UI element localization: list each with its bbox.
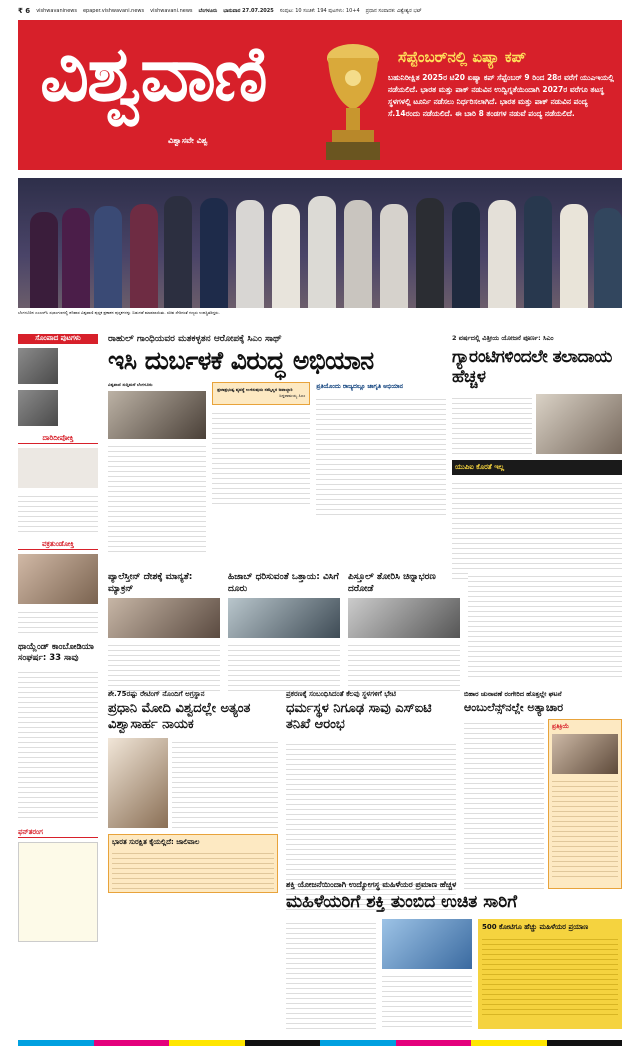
mid-photo-1 <box>108 598 220 638</box>
right-intro <box>452 394 532 454</box>
epaper-link[interactable]: epaper.vishwavani.news <box>82 8 145 14</box>
bihar-body <box>464 719 544 889</box>
bihar-side-box <box>548 719 622 889</box>
right-body <box>452 479 622 579</box>
right-photo <box>536 394 622 454</box>
social-handle[interactable]: vishwavaninews <box>36 8 77 14</box>
right-box-title: ಯುಪಿಐ ಕೊರತೆ ಇಲ್ಲ <box>455 462 505 471</box>
mid-headline-2: ಹಿಜಾಬ್ ಧರಿಸುವಂತೆ ಒತ್ತಾಯ: ವಿಸಿಗೆ ದೂರು <box>228 572 339 594</box>
lead-body <box>108 442 206 552</box>
modi-box-title: ಭಾರತ ಸುರಕ್ಷಿತ ಕೈಯಲ್ಲಿದೆ: ಜಾಲಿವಾಲ <box>112 837 200 846</box>
lead-byline: ವಿಶ್ವವಾಣಿ ಸುದ್ದಿಮನೆ ಬೆಂಗಳೂರು <box>108 382 153 387</box>
print-color-bar <box>18 1040 622 1046</box>
shakti-box-body <box>482 935 618 1015</box>
mid-body-2 <box>228 641 340 691</box>
lead-quote-box <box>212 382 310 405</box>
quote-text-block <box>18 492 98 532</box>
left-column <box>18 334 98 942</box>
date-label: ಭಾನುವಾರ 27.07.2025 <box>223 8 274 14</box>
photo-caption: ಬೆಂಗಳೂರಿನ ಎಂಎಲ್‌ಸಿ ಸಭಾಂಗಣದಲ್ಲಿ ಶನಿವಾರ ವಿಶ್ವವಾಣಿ ಪುಸ್ತಕ ಪ್ರಕಾಶನ ಪುಸ್ತಕಗಳನ್ನು ಬಿಡುಗಡೆ ಮಾಡಲಾಯಿತು. ಸಚಿವ ಸೇರಿದಂತೆ ಗಣ್ಯರು ಉಪಸ್ಥಿತರಿದ್ದರು. <box>18 310 220 315</box>
shakti-headline: ಮಹಿಳೆಯರಿಗೆ ಶಕ್ತಿ ತುಂಬಿದ ಉಚಿತ ಸಾರಿಗೆ <box>286 892 518 912</box>
banner-body: ಬಹುನಿರೀಕ್ಷಿತ 2025ರ ಟಿ20 ಏಷ್ಯಾ ಕಪ್ ಸೆಪ್ಟೆಂಬರ್ 9 ರಿಂದ 28ರ ವರೆಗೆ ಯುಎಇಯಲ್ಲಿ ನಡೆಯಲಿದೆ. ಭಾರತ ಮತ್ತು ಪಾಕ್ ನಡುವಿನ ಉದ್ವಿಗ್ನತೆಯಿಂದಾಗಿ 2027ರ ವರೆಗೂ ತಟಸ್ಥ ಸ್ಥಳಗಳಲ್ಲಿ ಟೂರ್ನಿ ನಡೆಸಲು ನಿರ್ಧರಿಸಲಾಗಿದೆ. ಭಾರತ ಮತ್ತು ಪಾಕ್ ನಡುವಿನ ಪಂದ್ಯ ಸೆ.14ರಂದು ನಡೆಯಲಿದೆ. ಈ ಬಾರಿ 8 ತಂಡಗಳ ನಡುವೆ ಪಂದ್ಯ ನಡೆಯಲಿದೆ. <box>388 73 614 118</box>
lead-kicker: ರಾಹುಲ್ ಗಾಂಧಿಯವರ ಮತಕಳ್ಳತನ ಆರೋಪಕ್ಕೆ ಸಿಎಂ ಸಾಥ್ <box>108 334 282 344</box>
shakti-story <box>286 880 622 1029</box>
vakra-text <box>18 608 98 634</box>
editor-label: ಪ್ರಧಾನ ಸಂಪಾದಕ: ವಿಶ್ವೇಶ್ವರ ಭಟ್ <box>365 8 422 14</box>
bihar-side-photo <box>552 734 618 774</box>
top-bar <box>18 4 622 18</box>
banner-headline: ಸೆಪ್ಟೆಂಬರ್‌ನಲ್ಲಿ ಏಷ್ಯಾ ಕಪ್ <box>398 48 527 66</box>
city-label: ಬೆಂಗಳೂರು <box>198 8 218 14</box>
bihar-kicker: ಬಿಹಾರ ಚುನಾವಣೆ ರಂಗೇರಿದ ಹೊತ್ತಲ್ಲೇ ಘಟನೆ <box>464 690 562 698</box>
shakti-kicker: ಶಕ್ತಿ ಯೋಜನೆಯಿಂದಾಗಿ ಉದ್ಯೋಗಸ್ಥ ಮಹಿಳೆಯರ ಪ್ರಮಾಣ ಹೆಚ್ಚಳ <box>286 880 457 889</box>
lead-body-2 <box>212 409 310 505</box>
bihar-side-body <box>552 777 618 877</box>
bihar-side-title: ಪ್ರತಿಕ್ರಿಯೆ <box>552 722 570 730</box>
modi-kicker: ಶೇ.75ರಷ್ಟು ರೇಟಿಂಗ್ ನೊಂದಿಗೆ ಅಗ್ರಸ್ಥಾನ <box>108 690 205 698</box>
shakti-body <box>286 919 376 1029</box>
page-number: ₹ 6 <box>18 7 31 15</box>
mid-right-body <box>468 572 622 680</box>
lead-quote-author: ಸಿದ್ದರಾಮಯ್ಯ ಸಿಎಂ <box>279 393 306 399</box>
modi-box-body <box>112 849 274 889</box>
lead-story <box>108 334 446 552</box>
bihar-headline: ಆಂಬುಲೆನ್ಸ್‌ನಲ್ಲೇ ಅತ್ಯಾಚಾರ <box>464 701 564 714</box>
edition-label: ಸಂಪುಟ: 10 ಸಂಚಿಕೆ: 194 ಪುಟಗಳು: 10+4 <box>279 8 360 14</box>
mid-headline-3: ಪಿಸ್ತೂಲ್ ತೋರಿಸಿ ಚಿನ್ನಾಭರಣ ದರೋಡೆ <box>348 572 436 594</box>
vakra-image <box>18 554 98 604</box>
lead-body-3 <box>316 395 446 515</box>
mid-body-3 <box>348 641 460 691</box>
left-story-text <box>18 668 98 818</box>
shakti-photo <box>382 919 472 969</box>
mid-photo-3 <box>348 598 460 638</box>
masthead <box>18 20 622 170</box>
section-title-vakratundokti: ವಕ್ರತುಂಡೋಕ್ತಿ <box>18 540 98 550</box>
right-headline: ಗ್ಯಾರಂಟಿಗಳಿಂದಲೇ ತಲಾದಾಯ ಹೆಚ್ಚಳ <box>452 347 612 388</box>
left-headline: ಥಾಯ್ಲೆಂಡ್ ಕಾಂಬೋಡಿಯಾ ಸಂಘರ್ಷ: 33 ಸಾವು <box>18 642 94 664</box>
modi-photo <box>108 738 168 828</box>
right-lead <box>452 334 622 579</box>
mid-body-1 <box>108 641 220 691</box>
placeholder-icon <box>18 448 98 488</box>
modi-story <box>108 690 278 893</box>
shakti-box-title: 500 ಕೋಟಿಗೂ ಹೆಚ್ಚು ಮಹಿಳೆಯರ ಪ್ರಯಾಣ <box>482 923 589 932</box>
shakti-body-2 <box>382 972 472 1028</box>
lead-headline: ಇಸಿ ದುರ್ಬಳಕೆ ವಿರುದ್ಧ ಅಭಿಯಾನ <box>108 346 374 375</box>
right-box <box>452 460 622 475</box>
dharmasthala-story <box>286 690 456 910</box>
dharmasthala-kicker: ಪ್ರಕರಣಕ್ಕೆ ಸಂಬಂಧಿಸಿದಂತೆ ಕೆಲವು ಸ್ಥಳಗಳಿಗೆ ಭೇಟಿ <box>286 690 396 698</box>
mid-headline-1: ಪ್ಯಾಲೆಸ್ತೀನ್ ದೇಶಕ್ಕೆ ಮಾನ್ಯತೆ: ಮ್ಯಾಕ್ರನ್ <box>108 572 193 594</box>
site-link[interactable]: vishwavani.news <box>150 8 193 14</box>
trophy-icon <box>318 38 388 164</box>
modi-headline: ಪ್ರಧಾನಿ ಮೋದಿ ವಿಶ್ವದಲ್ಲೇ ಅತ್ಯಂತ ವಿಶ್ವಾಸಾರ್ಹ ನಾಯಕ <box>108 701 251 733</box>
tagline: ವಿಶ್ವಾಸವೇ ವಿಶ್ವ <box>168 136 208 145</box>
group-photo <box>18 178 622 308</box>
mid-row <box>108 572 622 691</box>
modi-body <box>172 738 278 828</box>
bihar-story <box>464 690 622 889</box>
columnist-photo-2 <box>18 390 58 426</box>
brand-logo: ವಿಶ್ವವಾಣಿ <box>40 29 266 118</box>
right-kicker: 2 ವರ್ಷದಲ್ಲಿ ವಿತ್ತೀಯ ಯೋಜನೆ ಪೂರ್ಣ: ಸಿಎಂ <box>452 334 554 342</box>
lead-photo <box>108 391 206 439</box>
cartoon-image <box>18 842 98 942</box>
columnist-photo-1 <box>18 348 58 384</box>
shakti-box <box>478 919 622 1029</box>
modi-box <box>108 834 278 893</box>
section-title-fun: ಫನ್‌ತರಂಗ <box>18 828 98 838</box>
dharmasthala-headline: ಧರ್ಮಸ್ಥಳ ನಿಗೂಢ ಸಾವು ಎಸ್‌ಐಟಿ ತನಿಖೆ ಆರಂಭ <box>286 701 432 733</box>
lead-quote: ಪ್ರಜಾಪ್ರಭುತ್ವ ವ್ಯವಸ್ಥೆ ಉಳಿಸುವುದು ನಮ್ಮೆಲ್ಲರ ಜವಾಬ್ದಾರಿ <box>217 387 293 392</box>
section-title-daridipokti: ದಾರಿದೀಪೋಕ್ತಿ <box>18 434 98 444</box>
section-title-pages: ಸೊಂಪಾದ ಪುಟಗಳು <box>18 334 98 344</box>
mid-photo-2 <box>228 598 340 638</box>
lead-highlight: ಪ್ರತಿಯೊಂದು ರಾಜ್ಯದಲ್ಲೂ ಜಾಗೃತಿ ಅಭಿಯಾನ <box>316 383 404 390</box>
